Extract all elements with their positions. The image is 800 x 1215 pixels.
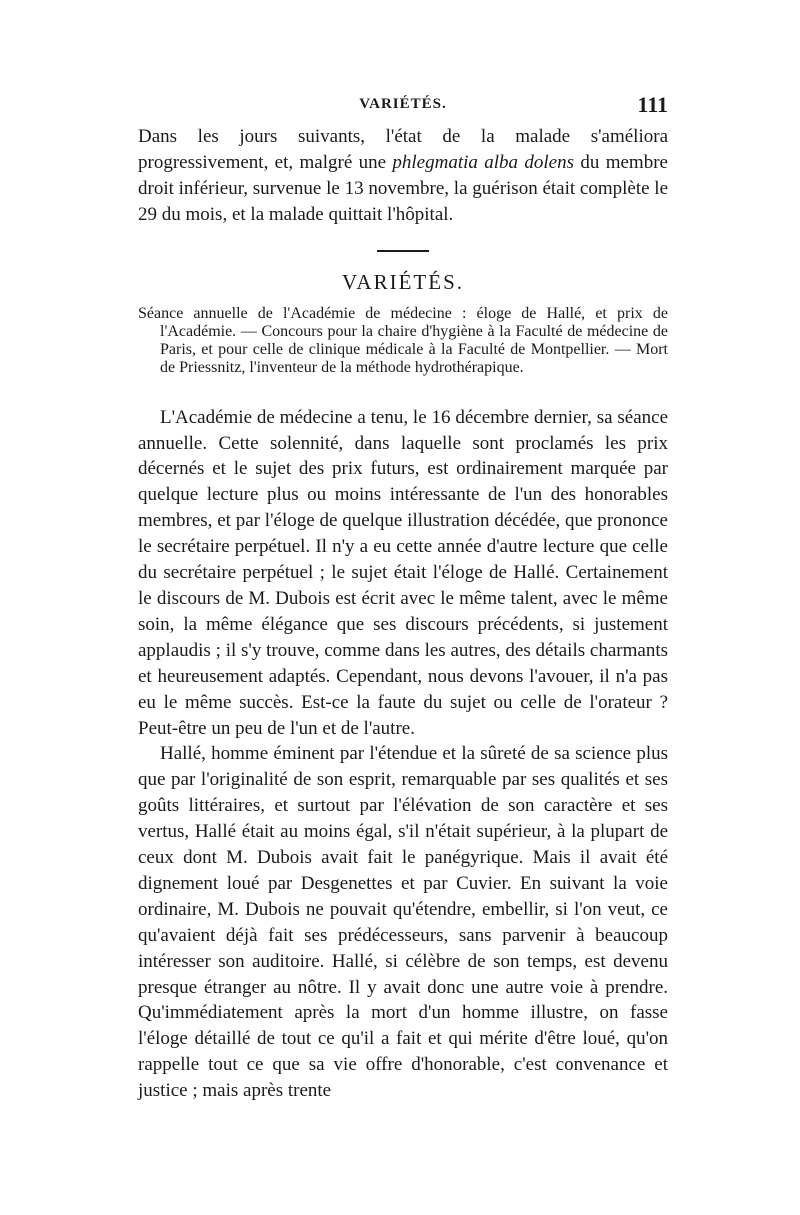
book-page xyxy=(138,92,668,1104)
running-head xyxy=(138,92,668,124)
intro-italic-term: phlegmatia alba dolens xyxy=(392,151,574,173)
section-divider xyxy=(377,250,429,252)
intro-paragraph xyxy=(138,124,668,228)
section-summary: Séance annuelle de l'Académie de médecine : éloge de Hallé, et prix de l'Académie. — Concours pour la chaire d'hygiène à la Faculté de médecine de Paris, et pour celle de clinique médicale à la Faculté de Montpellier. — Mort de Priessnitz, l'inventeur de la méthode hydrothérapique. xyxy=(138,304,668,376)
intro-text-end: du membre droit inférieur, survenue le 13 novembre, la guérison était complète le 29 du mois, et la malade quittait l'hôpital. xyxy=(138,151,668,225)
article-body xyxy=(138,405,668,1104)
page-number: 111 xyxy=(637,92,668,117)
article-paragraph: L'Académie de médecine a tenu, le 16 décembre dernier, sa séance annuelle. Cette solennité, dans laquelle sont proclamés les prix décernés et le sujet des prix futurs, est ordinairement marquée par quelque lecture plus ou moins intéressante de l'un des honorables membres, et par l'éloge de quelque illustration décédée, que prononce le secrétaire perpétuel. Il n'y a eu cette année d'autre lecture que celle du secrétaire perpétuel ; le sujet était l'éloge de Hallé. Certainement le discours de M. Dubois est écrit avec le même talent, avec le même soin, la même élégance que ses discours précédents, si justement applaudis ; il s'y trouve, comme dans les autres, des détails charmants et heureusement adaptés. Cependant, nous devons l'avouer, il n'a pas eu le même succès. Est-ce la faute du sujet ou celle de l'orateur ? Peut-être un peu de l'un et de l'autre. xyxy=(138,406,668,739)
section-heading: VARIÉTÉS. xyxy=(341,269,465,294)
article-paragraph: Hallé, homme éminent par l'étendue et la sûreté de sa science plus que par l'originalité de son esprit, remarquable par ses qualités et ses goûts littéraires, et surtout par l'élévation de son caractère et ses vertus, Hallé était au moins égal, s'il n'était supérieur, à la plupart de ceux dont M. Dubois avait fait le panégyrique. Mais il avait été dignement loué par Desgenettes et par Cuvier. En suivant la voie ordinaire, M. Dubois ne pouvait qu'étendre, embellir, si l'on veut, ce qu'avaient déjà fait ses prédécesseurs, sans parvenir à beaucoup intéresser son auditoire. Hallé, si célèbre de son temps, est devenu presque étranger au nôtre. Il y avait donc une autre voie à prendre. Qu'immédiatement après la mort d'un homme illustre, on fasse l'éloge détaillé de tout ce qu'il a fait et qui mérite d'être loué, qu'on rappelle tout ce que sa vie offre d'honorable, c'est convenance et justice ; mais après trente xyxy=(138,743,668,1102)
intro-text-start: Dans les jours suivants, l'état de la malade s'améliora progressivement, et, malgré une xyxy=(138,126,668,173)
running-title: VARIÉTÉS. xyxy=(359,96,447,112)
